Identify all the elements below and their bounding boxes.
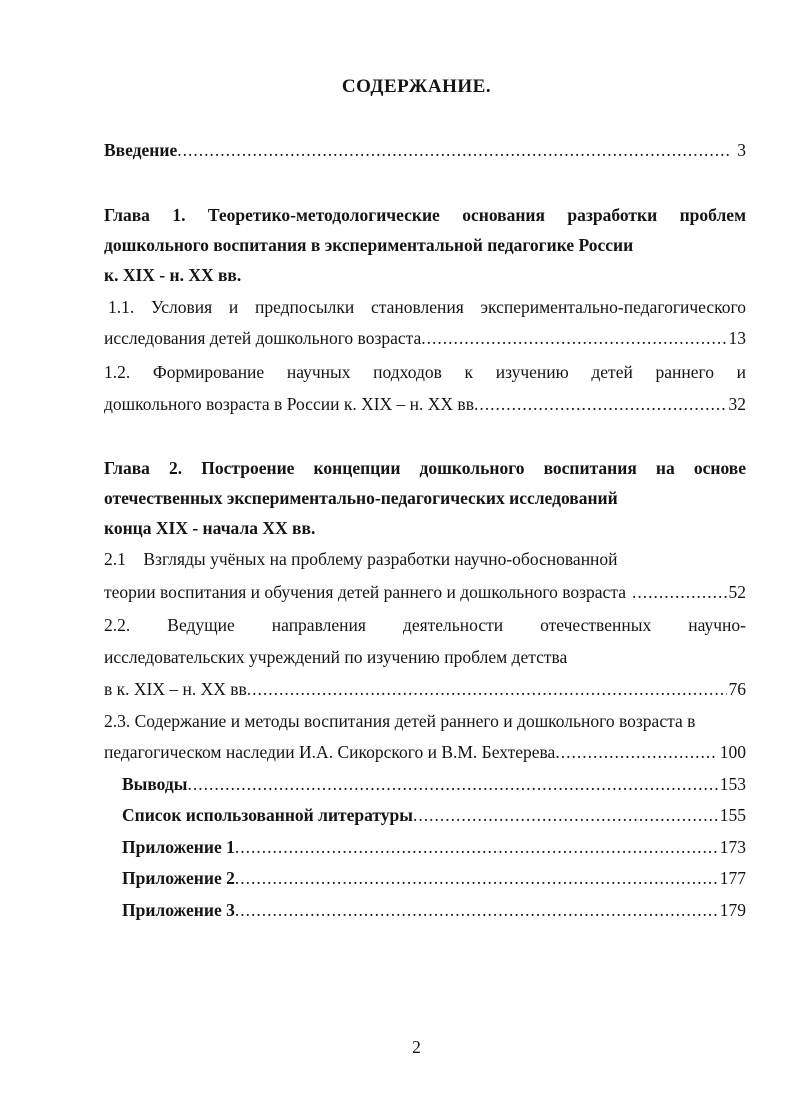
leader-dots (235, 899, 718, 921)
toc-section-2-2-line1: 2.2. Ведущие направления деятельности отечественных научно- (104, 615, 746, 635)
leader-dots (474, 393, 727, 415)
toc-section-2-3-line2: педагогическом наследии И.А. Сикорского и В.М. Бехтерева (104, 742, 556, 762)
toc-section-1-1-line2: исследования детей дошкольного возраста (104, 328, 422, 348)
toc-intro-page: 3 (737, 140, 746, 160)
toc-section-1-1-line1: 1.1. Условия и предпосылки становления экспериментально-педагогического (108, 297, 746, 317)
toc-section-2-2-line3: в к. XIX – н. XX вв (104, 679, 247, 699)
toc-section-1-2-line1: 1.2. Формирование научных подходов к изучению детей раннего и (104, 362, 746, 382)
toc-section-1-1[interactable] (104, 327, 746, 349)
toc-appendix-1-page: 173 (719, 837, 746, 857)
toc-conclusions-page: 153 (719, 774, 746, 794)
leader-dots (187, 773, 717, 795)
toc-section-1-2-line2: дошкольного возраста в России к. XIX – н. XX вв (104, 394, 474, 414)
toc-appendix-2-label: Приложение 2 (122, 868, 235, 888)
chapter1-heading-line3: к. XIX - н. XX вв. (104, 265, 242, 285)
leader-dots (235, 836, 718, 858)
chapter2-heading-line3: конца XIX - начала XX вв. (104, 518, 316, 538)
toc-section-2-1-line1: 2.1 Взгляды учёных на проблему разработки научно-обоснованной (104, 549, 618, 569)
toc-appendix-1-label: Приложение 1 (122, 837, 235, 857)
toc-references-page: 155 (719, 805, 746, 825)
toc-section-2-2-line2: исследовательских учреждений по изучению проблем детства (104, 647, 568, 667)
chapter2-heading-line1: Глава 2. Построение концепции дошкольного воспитания на основе (104, 458, 746, 478)
toc-appendix-2[interactable] (122, 867, 746, 889)
toc-section-2-2[interactable] (104, 678, 746, 700)
leader-dots (413, 804, 718, 826)
toc-conclusions-label: Выводы (122, 774, 188, 794)
toc-intro[interactable] (104, 139, 746, 161)
page-title: СОДЕРЖАНИЕ. (341, 76, 492, 97)
leader-dots (555, 741, 717, 763)
toc-section-2-3-line1: 2.3. Содержание и методы воспитания детей раннего и дошкольного возраста в (104, 711, 696, 731)
chapter2-heading-line2: отечественных экспериментально-педагогических исследований (104, 488, 618, 508)
toc-appendix-2-page: 177 (719, 868, 746, 888)
toc-appendix-1[interactable] (122, 836, 746, 858)
toc-appendix-3-page: 179 (719, 900, 746, 920)
leader-dots (235, 867, 718, 889)
leader-dots (177, 139, 731, 161)
leader-dots (626, 581, 727, 603)
toc-conclusions[interactable] (122, 773, 746, 795)
toc-section-2-1-page: 52 (728, 582, 746, 602)
toc-section-1-2[interactable] (104, 393, 746, 415)
leader-dots (421, 327, 726, 349)
chapter1-heading-line2: дошкольного воспитания в экспериментальной педагогике России (104, 235, 634, 255)
toc-references[interactable] (122, 804, 746, 826)
page-number: 2 (412, 1037, 421, 1057)
toc-intro-label: Введение (104, 140, 178, 160)
toc-appendix-3[interactable] (122, 899, 746, 921)
leader-dots (247, 678, 727, 700)
toc-section-2-1-line2: теории воспитания и обучения детей раннего и дошкольного возраста (104, 582, 626, 602)
toc-section-2-1[interactable] (104, 581, 746, 603)
toc-section-1-2-page: 32 (728, 394, 746, 414)
toc-section-2-2-page: 76 (728, 679, 746, 699)
toc-appendix-3-label: Приложение 3 (122, 900, 235, 920)
toc-section-2-3-page: 100 (719, 742, 746, 762)
toc-section-2-3[interactable] (104, 741, 746, 763)
toc-references-label: Список использованной литературы (122, 805, 413, 825)
toc-section-1-1-page: 13 (728, 328, 746, 348)
chapter1-heading-line1: Глава 1. Теоретико-методологические основания разработки проблем (104, 205, 746, 225)
